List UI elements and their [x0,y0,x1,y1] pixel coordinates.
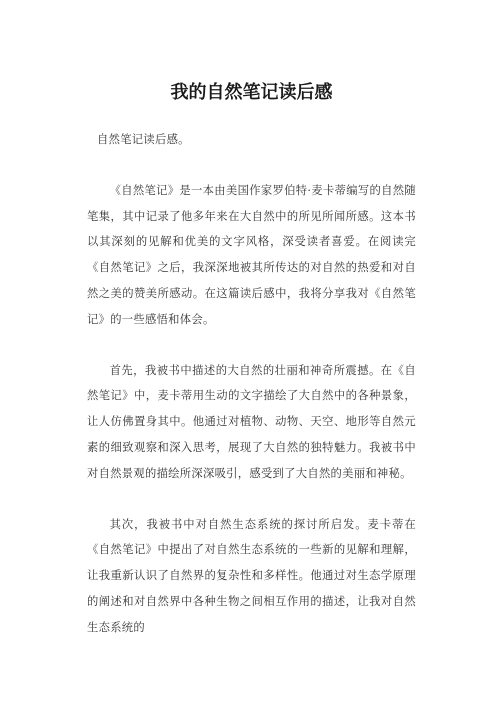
paragraph-first-point: 首先，我被书中描述的大自然的壮丽和神奇所震撼。在《自然笔记》中，麦卡蒂用生动的文字描绘了大自然中的各种景象，让人仿佛置身其中。他通过对植物、动物、天空、地形等自然元素的细致观察和深入思考，展现了大自然的独特魅力。我被书中对自然景观的描绘所深深吸引，感受到了大自然的美丽和神秘。 [87,363,416,480]
document-title: 我的自然笔记读后感 [170,82,333,103]
paragraph-overview: 《自然笔记》是一本由美国作家罗伯特·麦卡蒂编写的自然随笔集，其中记录了他多年来在大自然中的所见所闻所感。这本书以其深刻的见解和优美的文字风格，深受读者喜爱。在阅读完《自然笔记》之后，我深深地被其所传达的对自然的热爱和对自然之美的赞美所感动。在这篇读后感中，我将分享我对《自然笔记》的一些感悟和体会。 [87,183,416,326]
document-body [87,127,416,641]
paragraph-second-point: 其次，我被书中对自然生态系统的探讨所启发。麦卡蒂在《自然笔记》中提出了对自然生态系统的一些新的见解和理解，让我重新认识了自然界的复杂性和多样性。他通过对生态学原理的阐述和对自然界中各种生物之间相互作用的描述，让我对自然生态系统的 [87,517,416,634]
paragraph-intro: 自然笔记读后感。 [97,133,190,146]
